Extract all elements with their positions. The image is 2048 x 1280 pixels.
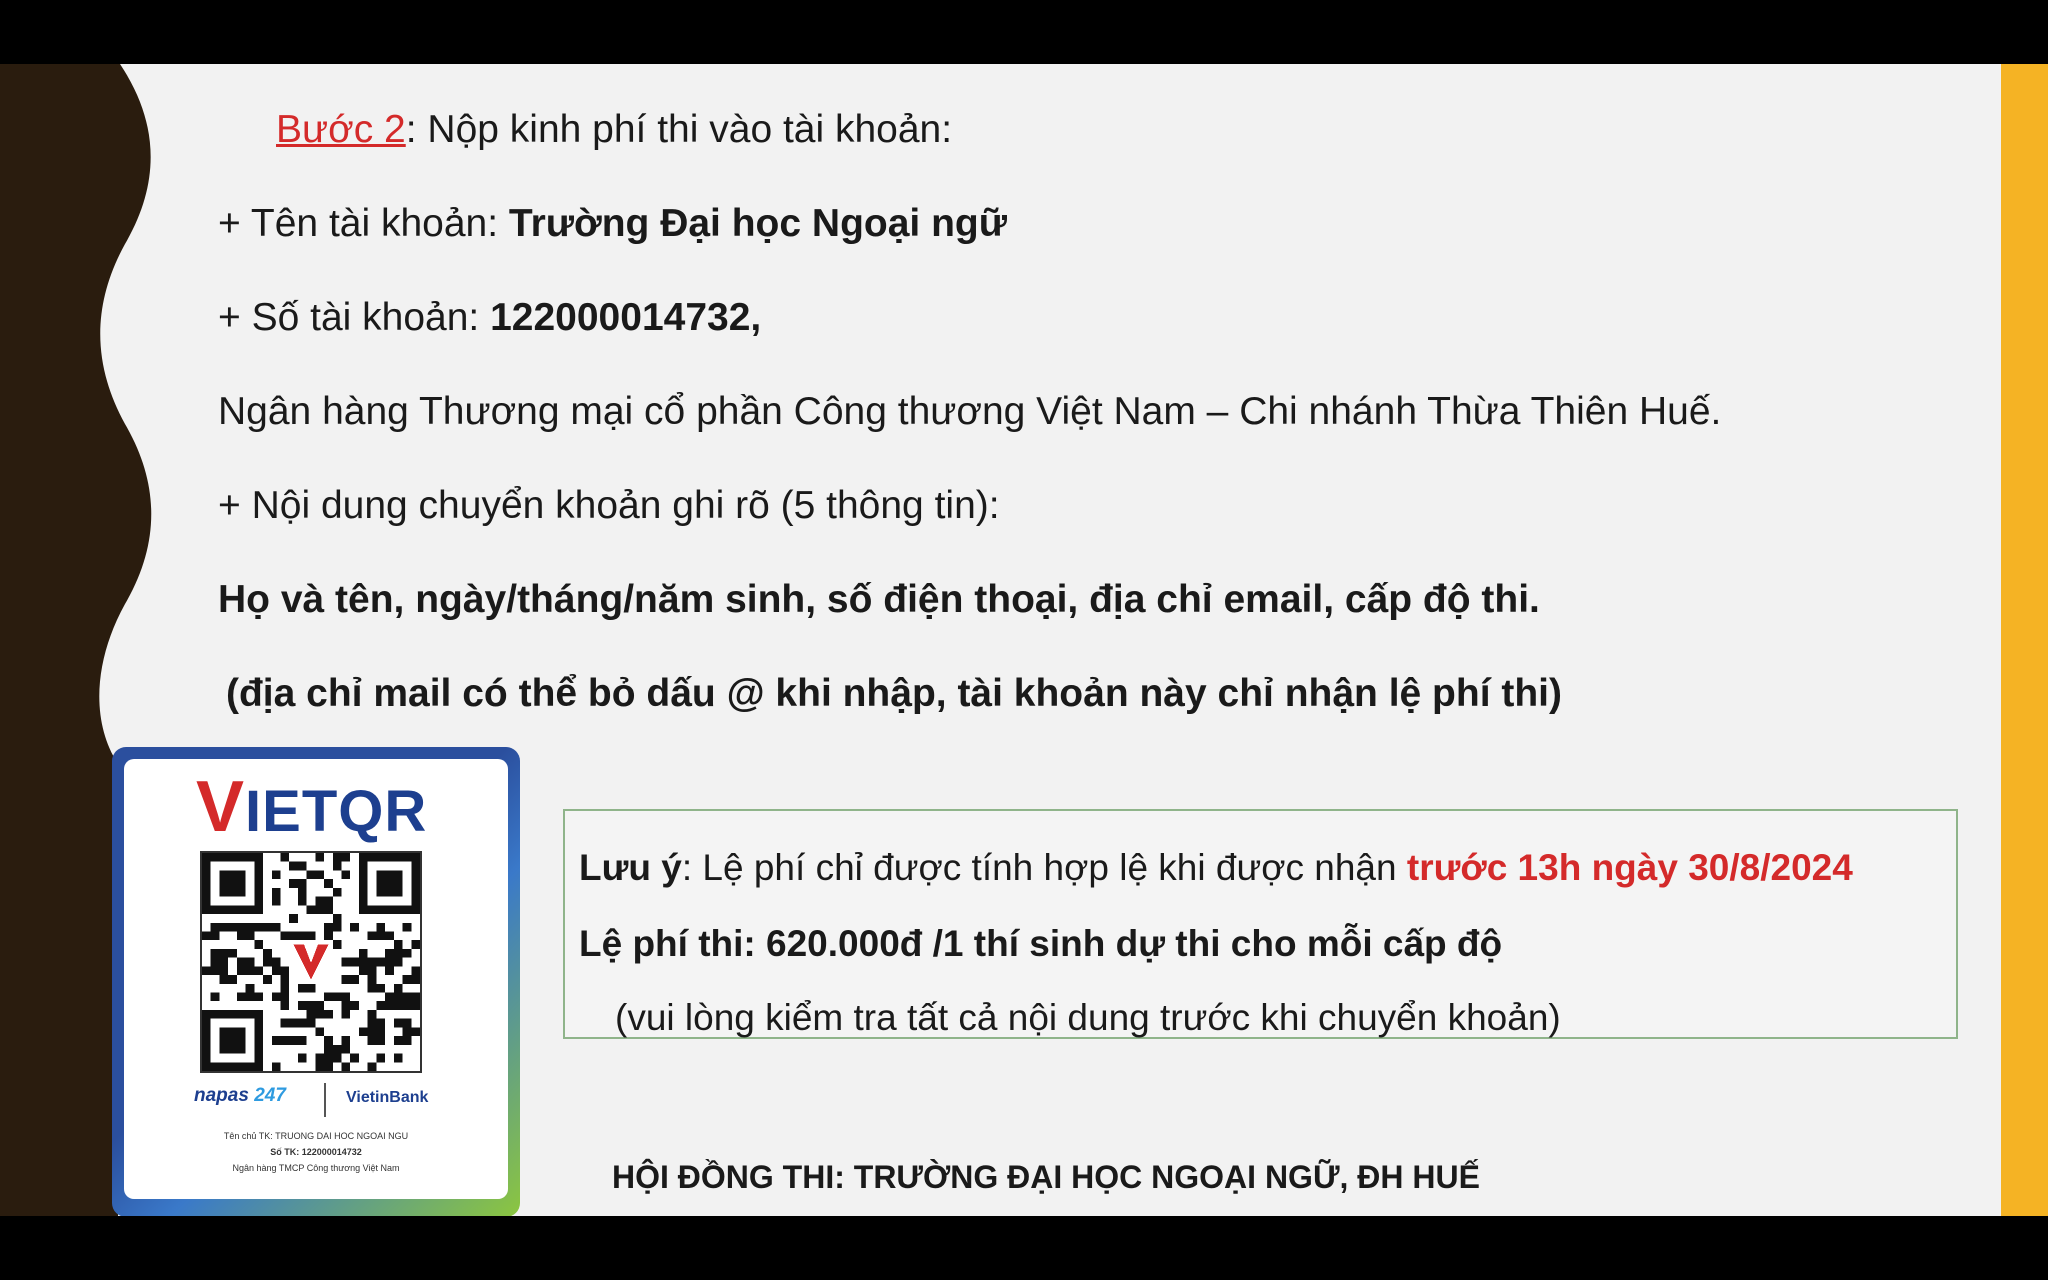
vietqr-card <box>112 747 520 1216</box>
notice-colon: : <box>681 847 693 888</box>
fee-line: Lệ phí thi: 620.000đ /1 thí sinh dự thi cho mỗi cấp độ <box>579 923 1503 964</box>
check-line: (vui lòng kiểm tra tất cả nội dung trước khi chuyển khoản) <box>615 997 1561 1038</box>
card-bank: Ngân hàng TMCP Công thương Việt Nam <box>232 1163 400 1173</box>
notice-box <box>563 809 1958 1039</box>
step-colon: : <box>405 108 417 151</box>
content-fields: Họ và tên, ngày/tháng/năm sinh, số điện thoại, địa chỉ email, cấp độ thi. <box>218 578 1540 621</box>
napas-logo <box>194 1085 286 1107</box>
qr-center-v-icon <box>294 945 329 980</box>
vietqr-logo <box>196 767 428 847</box>
account-name-prefix: + Tên tài khoản: <box>218 202 509 245</box>
step-text: Nộp kinh phí thi vào tài khoản: <box>416 108 953 151</box>
brand-row <box>124 1079 508 1119</box>
bank-line: Ngân hàng Thương mại cổ phần Công thương Việt Nam – Chi nhánh Thừa Thiên Huế. <box>218 390 1722 433</box>
vietqr-logo-v: V <box>196 767 246 847</box>
account-number-prefix: + Số tài khoản: <box>218 296 491 339</box>
step-label: Bước 2 <box>276 108 406 151</box>
slide <box>0 64 2048 1216</box>
account-number-line <box>218 294 761 342</box>
napas-number: 247 <box>248 1085 286 1106</box>
step-heading <box>276 106 952 154</box>
account-number-suffix: , <box>750 296 762 339</box>
brand-divider <box>324 1083 326 1117</box>
card-owner: Tên chủ TK: TRUONG DAI HOC NGOAI NGU <box>223 1131 409 1141</box>
vietinbank-logo: VietinBank <box>346 1089 429 1106</box>
account-name-line <box>218 200 1007 248</box>
notice-label: Lưu ý <box>579 847 682 888</box>
vietqr-card-inner <box>124 759 508 1199</box>
council-footer: HỘI ĐỒNG THI: TRƯỜNG ĐẠI HỌC NGOẠI NGỮ, ĐH HUẾ <box>612 1159 1480 1195</box>
notice-line <box>579 845 1853 891</box>
content-label: + Nội dung chuyển khoản ghi rõ (5 thông tin): <box>218 484 1000 527</box>
content-note: (địa chỉ mail có thể bỏ dấu @ khi nhập, tài khoản này chỉ nhận lệ phí thi) <box>226 672 1562 715</box>
card-account-number: Số TK: 122000014732 <box>270 1147 362 1157</box>
qr-code-icon <box>200 851 422 1073</box>
right-accent-band <box>2001 64 2048 1216</box>
notice-text: Lệ phí chỉ được tính hợp lệ khi được nhận <box>692 847 1407 888</box>
napas-name: napas <box>194 1085 249 1106</box>
account-name-value: Trường Đại học Ngoại ngữ <box>508 202 1007 245</box>
notice-deadline: trước 13h ngày 30/8/2024 <box>1406 847 1853 888</box>
account-number-value: 122000014732 <box>490 296 751 339</box>
vietqr-logo-rest: IETQR <box>245 779 428 844</box>
